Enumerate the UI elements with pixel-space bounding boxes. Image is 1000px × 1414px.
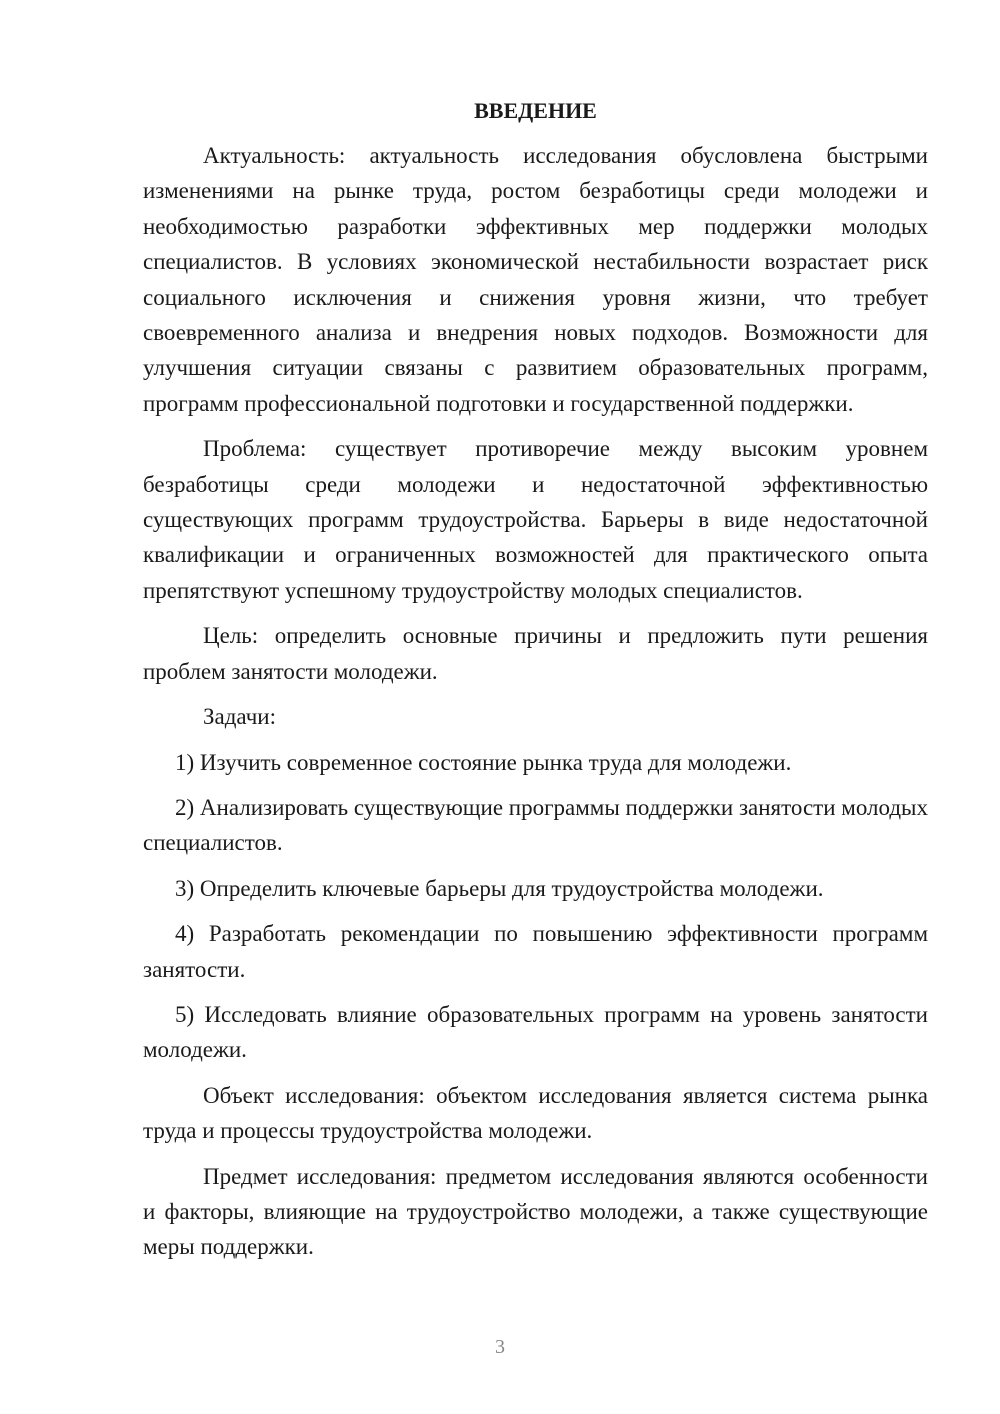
page-content xyxy=(143,96,928,1275)
relevance-paragraph: Актуальность: актуальность исследования обусловлена быстрыми изменениями на рынке труда, ростом безработицы среди молодежи и необходимостью разработки эффективных мер поддержки молодых специалистов. В условиях экономической нестабильности возрастает риск социального исключения и снижения уровня жизни, что требует своевременного анализа и внедрения новых подходов. Возможности для улучшения ситуации связаны с развитием образовательных программ, программ профессиональной подготовки и государственной поддержки. xyxy=(143,143,928,416)
task-item-2: 2) Анализировать существующие программы поддержки занятости молодых специалистов. xyxy=(143,794,928,856)
section-heading: ВВЕДЕНИЕ xyxy=(474,98,597,123)
tasks-label: Задачи: xyxy=(203,704,276,730)
subject-paragraph: Предмет исследования: предметом исследования являются особенности и факторы, влияющие на трудоустройство молодежи, а также существующие меры поддержки. xyxy=(143,1163,928,1260)
object-paragraph: Объект исследования: объектом исследования является система рынка труда и процессы трудоустройства молодежи. xyxy=(143,1082,928,1144)
page-number: 3 xyxy=(495,1336,505,1358)
task-item-1: 1) Изучить современное состояние рынка труда для молодежи. xyxy=(175,749,792,775)
problem-paragraph: Проблема: существует противоречие между высоким уровнем безработицы среди молодежи и недостаточной эффективностью существующих программ трудоустройства. Барьеры в виде недостаточной квалификации и ограниченных возможностей для практического опыта препятствуют успешному трудоустройству молодых специалистов. xyxy=(143,436,928,603)
task-item-3: 3) Определить ключевые барьеры для трудоустройства молодежи. xyxy=(175,875,824,901)
goal-paragraph: Цель: определить основные причины и предложить пути решения проблем занятости молодежи. xyxy=(143,623,928,684)
task-item-4: 4) Разработать рекомендации по повышению эффективности программ занятости. xyxy=(143,921,928,982)
tasks-list xyxy=(143,745,928,1068)
task-item-5: 5) Исследовать влияние образовательных программ на уровень занятости молодежи. xyxy=(143,1001,928,1063)
